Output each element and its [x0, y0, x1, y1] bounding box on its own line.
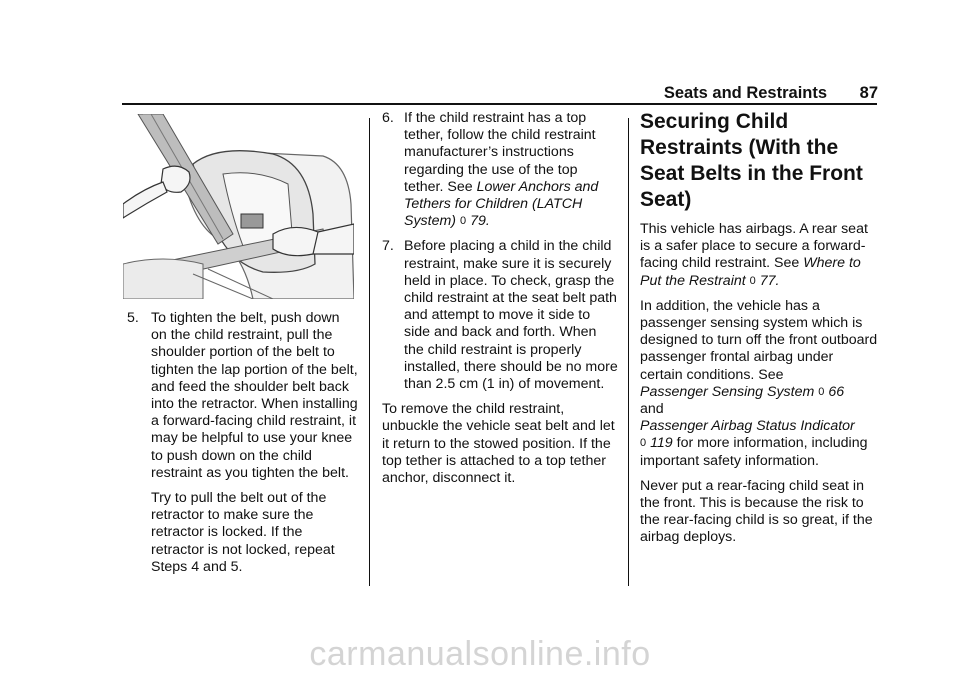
child-seat-illustration — [123, 114, 354, 299]
cross-reference-link[interactable]: Passenger Sensing System — [640, 383, 815, 400]
column-divider — [369, 118, 370, 586]
cross-reference-link[interactable]: Lower Anchors and Tethers for Children (LATCH System) — [404, 178, 599, 230]
step-text: If the child restraint has a top tether, follow the child restraint manufacturer’s instructions regarding the use of the top tether. See Lower Anchors and Tethers for Children (LATCH System) 0 79. — [404, 110, 599, 230]
step-7 — [382, 238, 618, 393]
step-text: To tighten the belt, push down on the child restraint, pull the shoulder portion of the belt to tighten the lap portion of the belt, and feed the shoulder belt back into the retractor. When installing a forward-facing child restraint, it may be helpful to use your knee to push down on the child restraint as you tighten the belt. — [151, 310, 358, 481]
page-ref-icon: 0 — [818, 385, 825, 398]
step-number: 5. — [127, 310, 139, 326]
page-reference[interactable]: 66 — [828, 383, 845, 400]
page-number: 87 — [859, 84, 878, 102]
step-6-text: If the child restraint has a top tether, follow the child restraint manufacturer’s instructions regarding the use of the top tether. See — [404, 110, 596, 195]
section-title: Seats and Restraints — [663, 84, 828, 102]
step-5-note: Try to pull the belt out of the retractor to make sure the retractor is locked. If the retractor is not locked, repeat Steps 4 and 5. — [151, 490, 335, 575]
column-3 — [640, 110, 878, 555]
step-number: 6. — [382, 110, 394, 126]
cross-reference-link[interactable]: Passenger Airbag Status Indicator — [640, 418, 855, 435]
section-heading: Securing Child Restraints (With the Seat Belts in the Front Seat) — [640, 110, 863, 211]
page-reference[interactable]: 119 — [650, 435, 673, 452]
column-2 — [382, 110, 618, 495]
column-divider — [628, 118, 629, 586]
paragraph-text: This vehicle has airbags. A rear seat is a safer place to secure a forward-facing child restraint. See — [640, 221, 868, 272]
body-paragraph: Never put a rear-facing child seat in the front. This is because the risk to the rear-facing child is so great, if the airbag deploys. — [640, 477, 873, 546]
page-ref-icon: 0 — [459, 215, 467, 228]
paragraph-text: for more information, including important safety information. — [640, 435, 868, 469]
header-rule — [122, 103, 877, 105]
step-5 — [127, 310, 359, 482]
body-paragraph — [640, 298, 878, 470]
paragraph-text: In addition, the vehicle has a passenger sensing system which is designed to turn off the front outboard passenger frontal airbag under certain conditions. See — [640, 297, 878, 383]
step-text: Before placing a child in the child restraint, make sure it is securely held in place. To check, grasp the child restraint at the seat belt path and attempt to move it side to side and back and forth. When the child restraint is properly installed, there should be no more than 2.5 cm (1 in) of movement. — [404, 238, 618, 393]
conjunction: and — [640, 401, 664, 418]
body-paragraph: This vehicle has airbags. A rear seat is a safer place to secure a forward-facing child restraint. See Where to Put the Restraint 0 77. — [640, 221, 868, 289]
watermark: carmanualsonline.info — [309, 635, 651, 673]
step-number: 7. — [382, 238, 394, 255]
page-reference[interactable]: 79 — [470, 213, 486, 230]
body-paragraph: To remove the child restraint, unbuckle the vehicle seat belt and let it return to the stowed position. If the top tether is attached to a top tether anchor, disconnect it. — [382, 401, 615, 487]
step-6 — [382, 110, 618, 230]
column-1 — [127, 310, 359, 584]
page-reference[interactable]: 77 — [759, 272, 776, 289]
page-ref-icon: 0 — [640, 437, 647, 450]
page-ref-icon: 0 — [749, 274, 756, 287]
running-header — [664, 84, 878, 103]
cross-reference-link[interactable]: Where to Put the Restraint — [640, 255, 861, 289]
